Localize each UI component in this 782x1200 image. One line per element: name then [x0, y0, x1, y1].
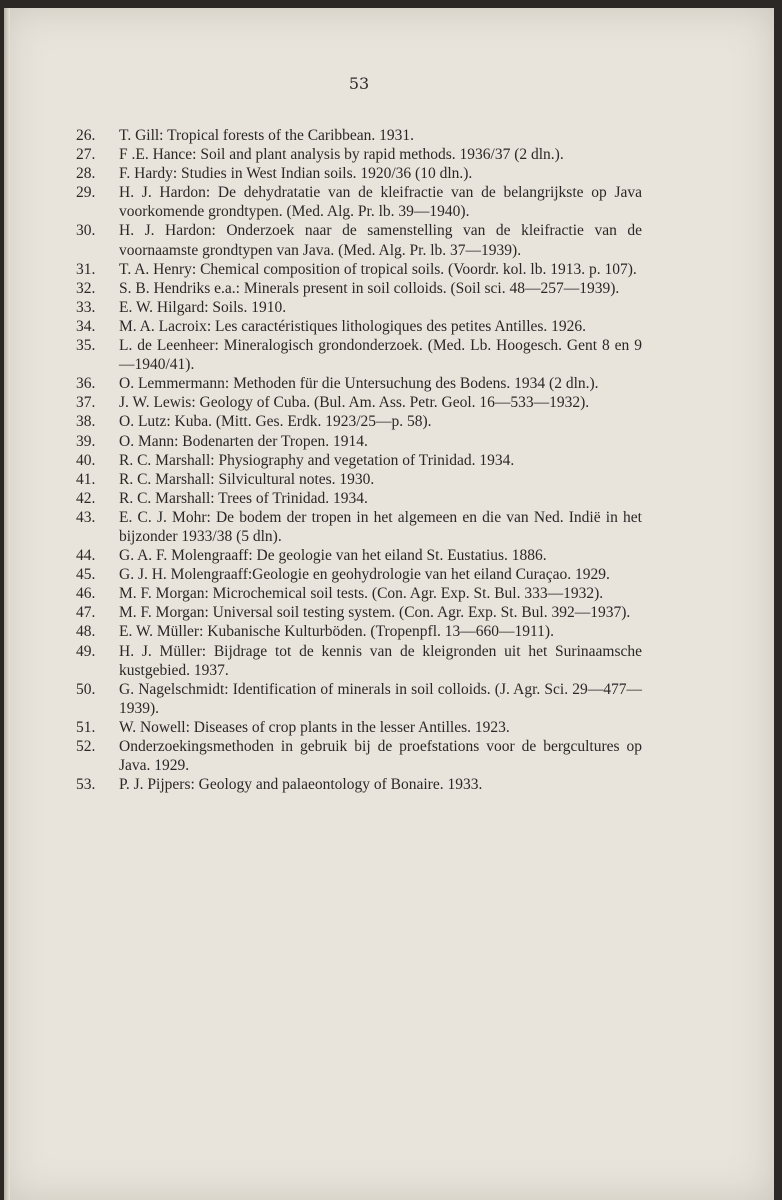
reference-number: 53.: [76, 776, 96, 794]
reference-text: R. C. Marshall: Silvicultural notes. 1930.: [119, 470, 375, 488]
reference-item: [76, 737, 642, 775]
reference-item: [76, 145, 642, 164]
reference-text: M. F. Morgan: Universal soil testing system. (Con. Agr. Exp. St. Bul. 392—1937).: [119, 604, 631, 622]
reference-text: F. Hardy: Studies in West Indian soils. 1920/36 (10 dln.).: [119, 165, 473, 183]
reference-item: [76, 718, 642, 737]
reference-text: O. Mann: Bodenarten der Tropen. 1914.: [119, 432, 368, 450]
reference-text: J. W. Lewis: Geology of Cuba. (Bul. Am. Ass. Petr. Geol. 16—533—1932).: [119, 394, 590, 412]
reference-item: [76, 546, 642, 565]
reference-number: 28.: [76, 165, 96, 183]
page-number: 53: [348, 74, 370, 93]
reference-item: [76, 584, 642, 603]
reference-item: [76, 221, 642, 259]
reference-item: [76, 279, 642, 298]
reference-text: E. C. J. Mohr: De bodem der tropen in het algemeen en die van Ned. Indië in het bijzonder 1933/38 (5 dln).: [119, 508, 642, 545]
reference-item: [76, 393, 642, 412]
reference-item: [76, 260, 642, 279]
reference-number: 32.: [76, 279, 96, 297]
reference-text: P. J. Pijpers: Geology and palaeontology of Bonaire. 1933.: [119, 776, 483, 794]
book-page: [4, 8, 774, 1200]
reference-item: [76, 126, 642, 145]
reference-number: 35.: [76, 337, 96, 355]
reference-text: G. Nagelschmidt: Identification of minerals in soil colloids. (J. Agr. Sci. 29—477—1939).: [119, 680, 642, 717]
reference-item: [76, 470, 642, 489]
reference-text: H. J. Hardon: Onderzoek naar de samenstelling van de kleifractie van de voornaamste grondtypen van Java. (Med. Alg. Pr. lb. 37—1939).: [119, 222, 642, 259]
reference-number: 50.: [76, 680, 96, 698]
reference-text: G. J. H. Molengraaff:Geologie en geohydrologie van het eiland Curaçao. 1929.: [119, 566, 610, 584]
reference-number: 45.: [76, 566, 96, 584]
binding-edge: [4, 8, 10, 1200]
reference-number: 36.: [76, 375, 96, 393]
reference-text: S. B. Hendriks e.a.: Minerals present in soil colloids. (Soil sci. 48—257—1939).: [119, 279, 620, 297]
reference-number: 26.: [76, 127, 96, 144]
reference-text: E. W. Hilgard: Soils. 1910.: [119, 298, 287, 316]
reference-item: [76, 412, 642, 431]
reference-number: 51.: [76, 718, 96, 736]
reference-number: 29.: [76, 184, 96, 202]
reference-item: [76, 680, 642, 718]
reference-number: 44.: [76, 547, 96, 565]
reference-item: [76, 508, 642, 546]
reference-item: [76, 336, 642, 374]
reference-text: L. de Leenheer: Mineralogisch grondonderzoek. (Med. Lb. Hoogesch. Gent 8 en 9—1940/41).: [119, 337, 642, 374]
reference-number: 34.: [76, 317, 96, 335]
reference-text: M. A. Lacroix: Les caractéristiques lithologiques des petites Antilles. 1926.: [119, 317, 587, 335]
reference-number: 42.: [76, 489, 96, 507]
reference-number: 30.: [76, 222, 96, 240]
reference-number: 40.: [76, 451, 96, 469]
reference-item: [76, 622, 642, 641]
reference-item: [76, 317, 642, 336]
reference-number: 38.: [76, 413, 96, 431]
reference-text: R. C. Marshall: Physiography and vegetation of Trinidad. 1934.: [119, 451, 515, 469]
reference-number: 47.: [76, 604, 96, 622]
reference-list: [76, 126, 642, 794]
reference-text: R. C. Marshall: Trees of Trinidad. 1934.: [119, 489, 368, 507]
reference-text: O. Lemmermann: Methoden für die Untersuchung des Bodens. 1934 (2 dln.).: [119, 375, 599, 393]
reference-number: 46.: [76, 585, 96, 603]
reference-item: [76, 451, 642, 470]
reference-number: 31.: [76, 260, 96, 278]
reference-text: F .E. Hance: Soil and plant analysis by rapid methods. 1936/37 (2 dln.).: [119, 146, 564, 164]
reference-item: [76, 432, 642, 451]
reference-item: [76, 164, 642, 183]
reference-number: 39.: [76, 432, 96, 450]
reference-text: T. A. Henry: Chemical composition of tropical soils. (Voordr. kol. lb. 1913. p. 107).: [119, 260, 637, 278]
reference-number: 41.: [76, 470, 96, 488]
reference-item: [76, 489, 642, 508]
reference-text: M. F. Morgan: Microchemical soil tests. (Con. Agr. Exp. St. Bul. 333—1932).: [119, 585, 604, 603]
reference-number: 49.: [76, 642, 96, 660]
reference-number: 43.: [76, 508, 96, 526]
reference-text: Onderzoekingsmethoden in gebruik bij de proefstations voor de bergcultures op Java. 1929.: [119, 738, 642, 775]
reference-item: [76, 374, 642, 393]
reference-text: G. A. F. Molengraaff: De geologie van het eiland St. Eustatius. 1886.: [119, 547, 547, 565]
reference-text: W. Nowell: Diseases of crop plants in the lesser Antilles. 1923.: [119, 718, 510, 736]
reference-item: [76, 642, 642, 680]
reference-text: H. J. Müller: Bijdrage tot de kennis van de kleigronden uit het Surinaamsche kustgebied. 1937.: [119, 642, 642, 679]
reference-number: 33.: [76, 298, 96, 316]
reference-item: [76, 603, 642, 622]
reference-item: [76, 183, 642, 221]
reference-number: 27.: [76, 146, 96, 164]
reference-text: T. Gill: Tropical forests of the Caribbean. 1931.: [119, 127, 415, 144]
reference-item: [76, 565, 642, 584]
reference-item: [76, 775, 642, 794]
reference-number: 37.: [76, 394, 96, 412]
reference-text: O. Lutz: Kuba. (Mitt. Ges. Erdk. 1923/25—p. 58).: [119, 413, 432, 431]
reference-number: 52.: [76, 738, 96, 755]
reference-text: E. W. Müller: Kubanische Kulturböden. (Tropenpfl. 13—660—1911).: [119, 623, 554, 641]
reference-text: H. J. Hardon: De dehydratatie van de kleifractie van de belangrijkste op Java voorkomende grondtypen. (Med. Alg. Pr. lb. 39—1940).: [119, 184, 642, 221]
reference-number: 48.: [76, 623, 96, 641]
reference-item: [76, 298, 642, 317]
